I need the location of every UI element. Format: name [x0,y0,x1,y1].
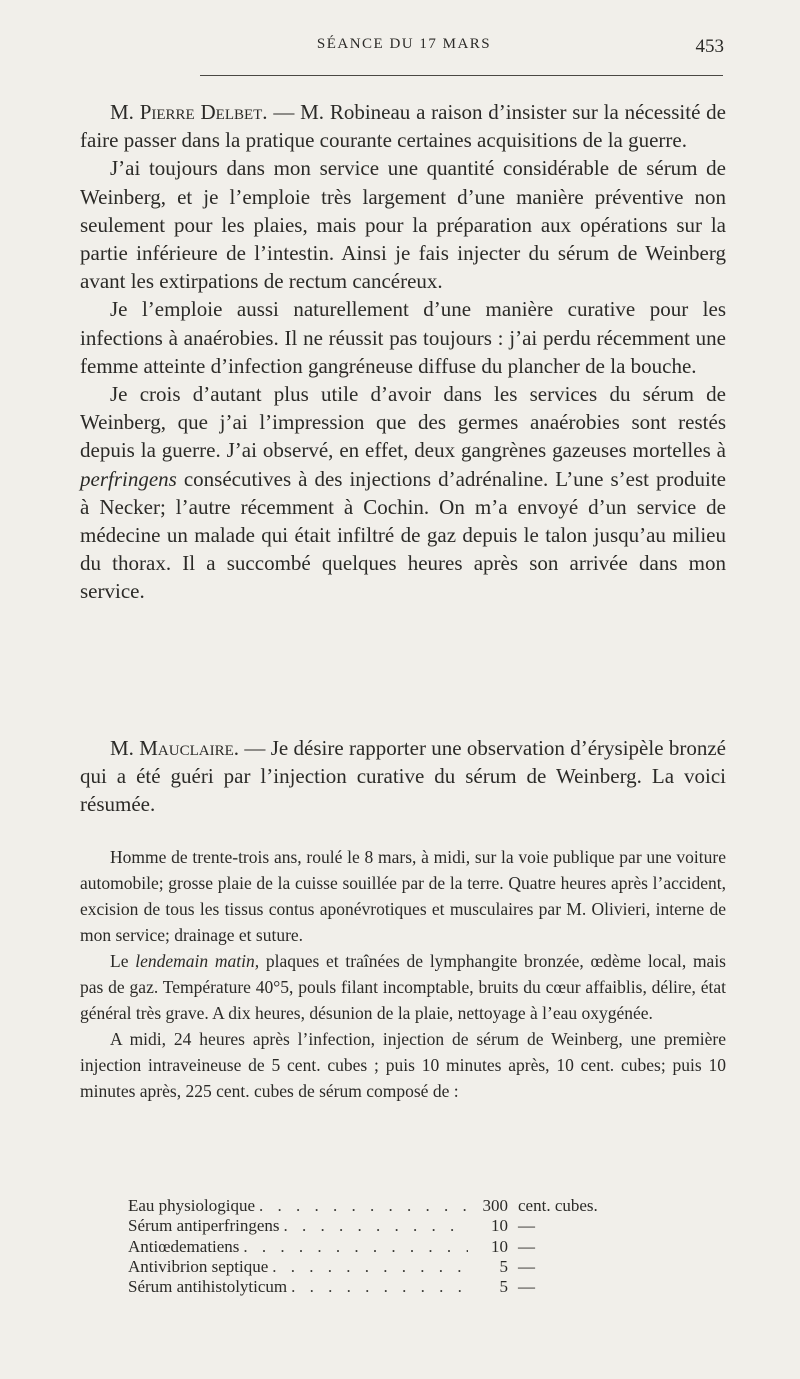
formula-row [128,1196,668,1216]
leader-dots [272,1257,468,1277]
formula-row [128,1257,668,1277]
formula-row [128,1277,668,1297]
formula-quantity: 300 [482,1196,508,1215]
formula-quantity: 10 [491,1216,508,1236]
observation [80,844,726,1104]
running-header [84,36,724,60]
observation-paragraph: A midi, 24 heures après l’infection, injection de sérum de Weinberg, une première injection intraveineuse de 5 cent. cubes ; puis 10 minutes après, 10 cent. cubes; puis 10 minutes après, 225 cent. cubes de sérum composé de : [80,1029,726,1101]
header-rule [200,75,723,76]
running-title: SÉANCE DU 17 MARS [316,36,492,52]
formula-quantity: 5 [499,1256,508,1276]
observation-paragraph: Homme de trente-trois ans, roulé le 8 mars, à midi, sur la voie publique par une voiture automobile; grosse plaie de la cuisse souillée par de la terre. Quatre heures après l’accident, excision de tous les tissus contus aponévrotiques et musculaires par M. Olivieri, interne de mon service; drainage et suture. [80,847,726,945]
formula-row [128,1216,668,1236]
leader-dots [243,1237,468,1257]
paragraph [80,734,726,819]
serum-formula-table [128,1196,668,1297]
speaker-name: M. Pierre Delbet. [110,100,268,124]
formula-ingredient: Sérum antiperfringens [128,1216,280,1236]
intervention-mauclaire [80,734,726,819]
italic-term: lendemain matin, [135,951,260,971]
formula-quantity: 5 [499,1277,508,1297]
paragraph-text: — M. Robineau a raison d’insister sur la nécessité de faire passer dans la pratique courante certaines acquisitions de la guerre. [80,100,726,153]
formula-row [128,1237,668,1257]
formula-unit: — [518,1277,535,1297]
formula-ingredient: Antivibrion septique [128,1256,269,1276]
formula-unit: — [518,1216,535,1236]
paragraph-text: Le [110,951,136,971]
paragraph [80,98,726,154]
formula-ingredient: Sérum antihistolyticum [128,1277,288,1297]
observation-paragraph [80,948,726,1026]
intervention-delbet [80,98,726,606]
paragraph [80,380,726,606]
paragraph-text: plaques et traînées de lymphangite bronzée, œdème local, mais pas de gaz. Température 40°5, pouls filant incomptable, bruits du cœur affaiblis, délire, état général très grave. A dix heures, désunion de la plaie, nettoyage à l’eau oxygénée. [80,951,726,1023]
paragraph: J’ai toujours dans mon service une quantité considérable de sérum de Weinberg, et je l’emploie très largement d’une manière préventive non seulement pour les plaies, mais pour la préparation aux opérations sur la partie inférieure de l’intestin. Ainsi je fais injecter du sérum de Weinberg avant les extirpations de rectum cancéreux. [80,156,726,294]
formula-unit: — [518,1256,535,1276]
italic-term: perfringens [80,466,177,491]
formula-unit: — [518,1236,535,1256]
formula-ingredient: Antiœdematiens [128,1236,240,1256]
paragraph-text: — Je désire rapporter une observation d’érysipèle bronzé qui a été guéri par l’injection curative du sérum de Weinberg. La voici résumée. [80,736,727,817]
paragraph: Je l’emploie aussi naturellement d’une manière curative pour les infections à anaérobies. Il ne réussit pas toujours : j’ai perdu récemment une femme atteinte d’infection gangréneuse diffuse du plancher de la bouche. [80,297,726,378]
formula-ingredient: Eau physiologique [128,1196,256,1215]
formula-quantity: 10 [491,1236,508,1256]
formula-unit: cent. cubes. [518,1196,598,1215]
leader-dots [259,1196,468,1216]
leader-dots [284,1216,468,1236]
paragraph-text: Je crois d’autant plus utile d’avoir dans les services du sérum de Weinberg, que j’ai l’impression que des germes anaérobies sont restés depuis la guerre. J’ai observé, en effet, deux gangrènes gazeuses mortelles à [80,382,726,463]
page-number: 453 [695,36,724,57]
paragraph-text: consécutives à des injections d’adrénaline. L’une s’est produite à Necker; l’autre récemment à Cochin. On m’a envoyé d’un service de médecine un malade qui était infiltré de gaz depuis le talon jusqu’au milieu du thorax. Il a succombé quelques heures après son arrivée dans mon service. [80,466,726,604]
leader-dots [291,1277,468,1297]
speaker-name: M. Mauclaire. [110,736,240,760]
